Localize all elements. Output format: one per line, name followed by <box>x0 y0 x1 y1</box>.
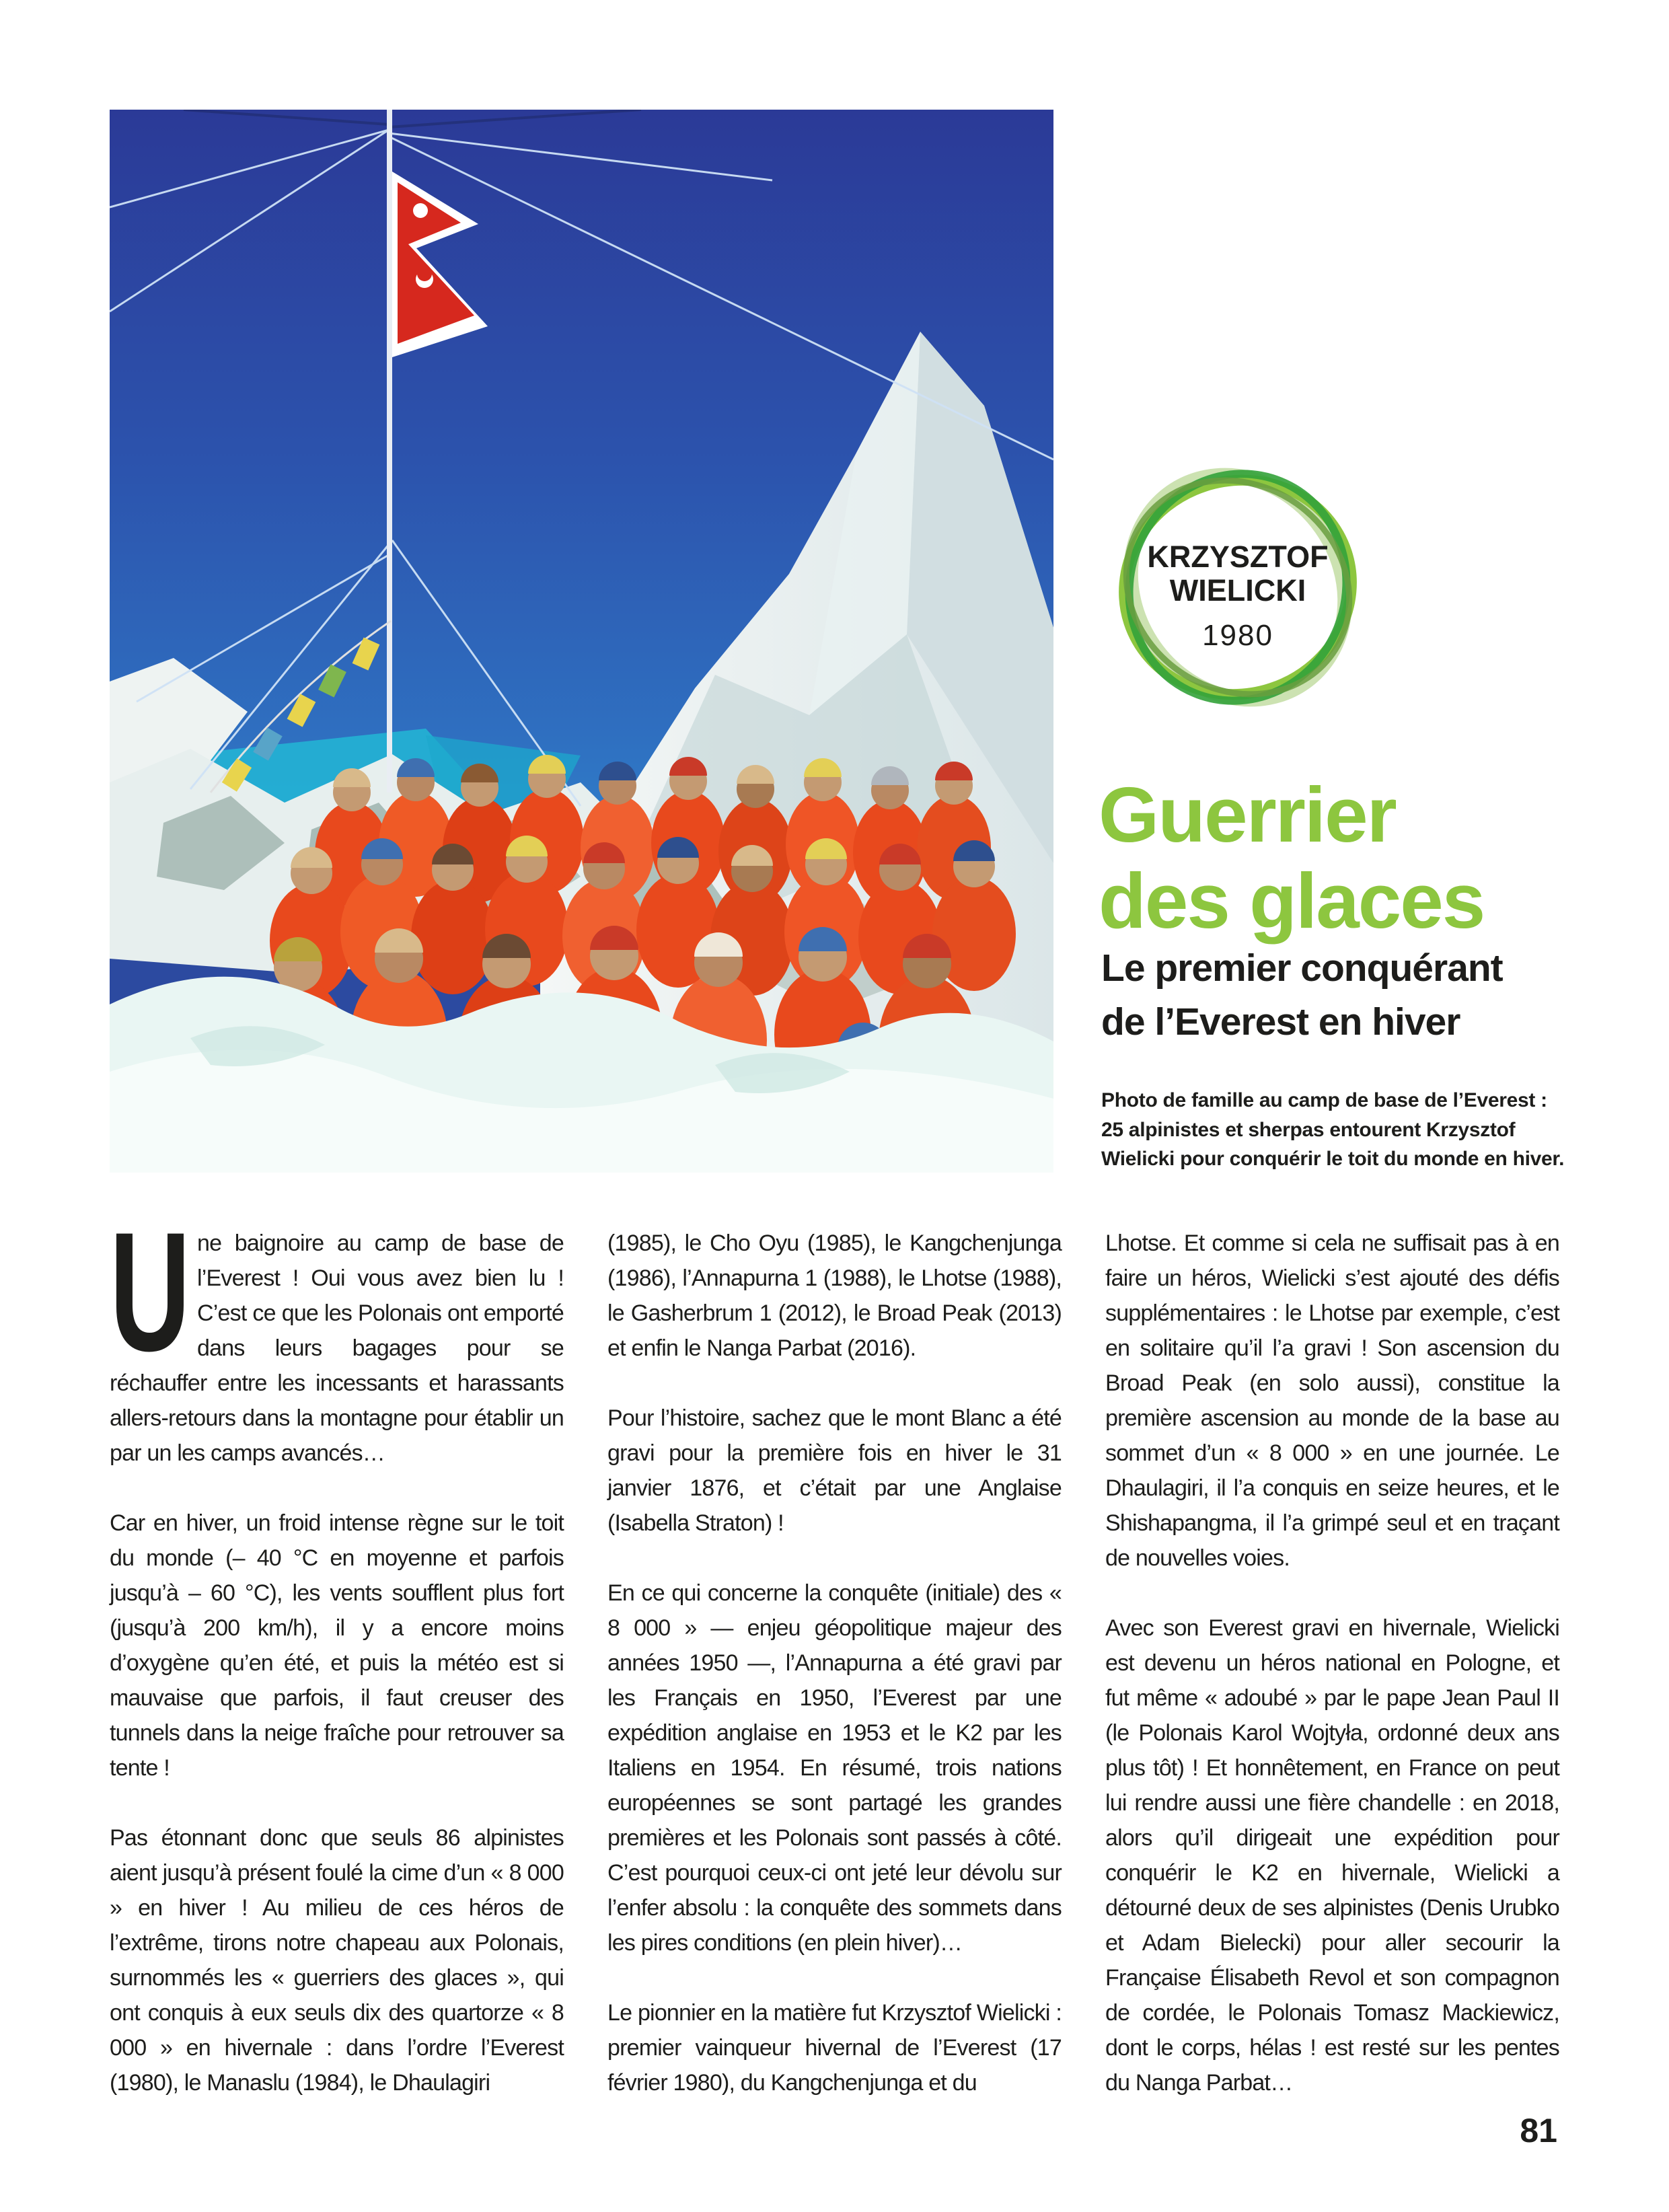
paragraph: Avec son Everest gravi en hivernale, Wielicki est devenu un héros national en Pologne, et fut même « adoubé » par le pape Jean Paul II (le Polonais Karol Wojtyła, ordonné deux ans plus tôt) ! Et honnêtement, en France on peut lui rendre aussi une fière chandelle : en 2018, alors qu’il dirigeait une expédition pour conquérir le K2 en hivernale, Wielicki a détourné deux de ses alpinistes (Denis Urubko et Adam Bielecki) pour aller secourir la Française Élisabeth Revol et son compagnon de cordée, le Polonais Tomasz Mackiewicz, dont le corps, hélas ! est resté sur les pentes du Nanga Parbat… <box>1105 1615 1559 2096</box>
photo-caption: Photo de famille au camp de base de l’Everest : 25 alpinistes et sherpas entourent Krzysztof Wielicki pour conquérir le toit du monde en hiver. <box>1101 1089 1565 1170</box>
flag-pole <box>387 110 392 792</box>
page-number: 81 <box>1520 2112 1557 2149</box>
badge-name-line1: KRZYSZTOF <box>1147 540 1329 574</box>
headline-line1: Guerrier <box>1099 771 1396 858</box>
paragraph: Lhotse. Et comme si cela ne suffisait pas à en faire un héros, Wielicki s’est ajouté des défis supplémentaires : le Lhotse par exemple, c’est en solitaire qu’il l’a gravi ! Son ascension du Broad Peak (en solo aussi), constitue la première ascension au monde de la base au sommet d’un « 8 000 » en une journée. Le Dhaulagiri, il l’a conquis en seize heures, et le Shishapangma, il l’a grimpé seul et en traçant de nouvelles voies. <box>1105 1230 1559 1571</box>
paragraph: Pour l’histoire, sachez que le mont Blanc a été gravi pour la première fois en hiver le 31 janvier 1876, et c’était par une Anglaise (Isabella Straton) ! <box>607 1405 1062 1536</box>
article-column-3 <box>1105 1226 1559 2100</box>
paragraph: En ce qui concerne la conquête (initiale) des « 8 000 » — enjeu géopolitique majeur des années 1950 —, l’Annapurna a été gravi par les Français en 1950, l’Everest par une expédition anglaise en 1953 et le K2 par les Italiens en 1954. En résumé, trois nations européennes se sont partagé les grandes premières et les Polonais sont passés à côté. C’est pourquoi ceux-ci ont jeté leur dévolu sur l’enfer absolu : la conquête des sommets dans les pires conditions (en plein hiver)… <box>607 1580 1062 1956</box>
subhead-line2: de l’Everest en hiver <box>1101 1000 1460 1043</box>
paragraph: Pas étonnant donc que seuls 86 alpinistes aient jusqu’à présent foulé la cime d’un « 8 000 » en hiver ! Au milieu de ces héros de l’extrême, tirons notre chapeau aux Polonais, surnommés les « guerriers des glaces », qui ont conquis à eux seuls dix des quartorze « 8 000 » en hivernale : dans l’ordre l’Everest (1980), le Manaslu (1984), le Dhaulagiri <box>110 1825 564 2096</box>
paragraph: Car en hiver, un froid intense règne sur le toit du monde (– 40 °C en moyenne et parfois jusqu’à – 60 °C), les vents soufflent plus fort (jusqu’à 200 km/h), il y a encore moins d’oxygène qu’en été, et puis la météo est si mauvaise que parfois, il faut creuser des tunnels dans la neige fraîche pour retrouver sa tente ! <box>110 1510 564 1781</box>
article-column-1 <box>110 1197 564 2100</box>
article-headline <box>1099 772 1569 944</box>
paragraph: Le pionnier en la matière fut Krzysztof Wielicki : premier vainqueur hivernal de l’Everest (17 février 1980), du Kangchenjunga et du <box>607 2000 1062 2096</box>
badge-year: 1980 <box>1202 619 1273 652</box>
headline-line2: des glaces <box>1099 856 1485 945</box>
expedition-photo <box>110 110 1053 1173</box>
year-badge <box>1099 447 1377 728</box>
badge-name-line2: WIELICKI <box>1169 573 1306 607</box>
subhead-line1: Le premier conquérant <box>1101 947 1503 990</box>
drop-cap: U <box>110 1197 190 1387</box>
paragraph: (1985), le Cho Oyu (1985), le Kangchenjunga (1986), l’Annapurna 1 (1988), le Lhotse (1988), le Gasherbrum 1 (2012), le Broad Peak (2013) et enfin le Nanga Parbat (2016). <box>607 1230 1062 1361</box>
badge-rings <box>1099 447 1377 728</box>
article-column-2 <box>607 1226 1062 2100</box>
paragraph-text: ne baignoire au camp de base de l’Everest ! Oui vous avez bien lu ! C’est ce que les Polonais ont emporté dans leurs bagages pour se réchauffer entre les incessants et harassants allers-retours dans la montagne pour établir un par un les camps avancés… <box>110 1230 564 1466</box>
article-subhead <box>1101 942 1572 1049</box>
expedition-photo-art <box>110 110 1053 1173</box>
paragraph <box>110 1197 564 1471</box>
